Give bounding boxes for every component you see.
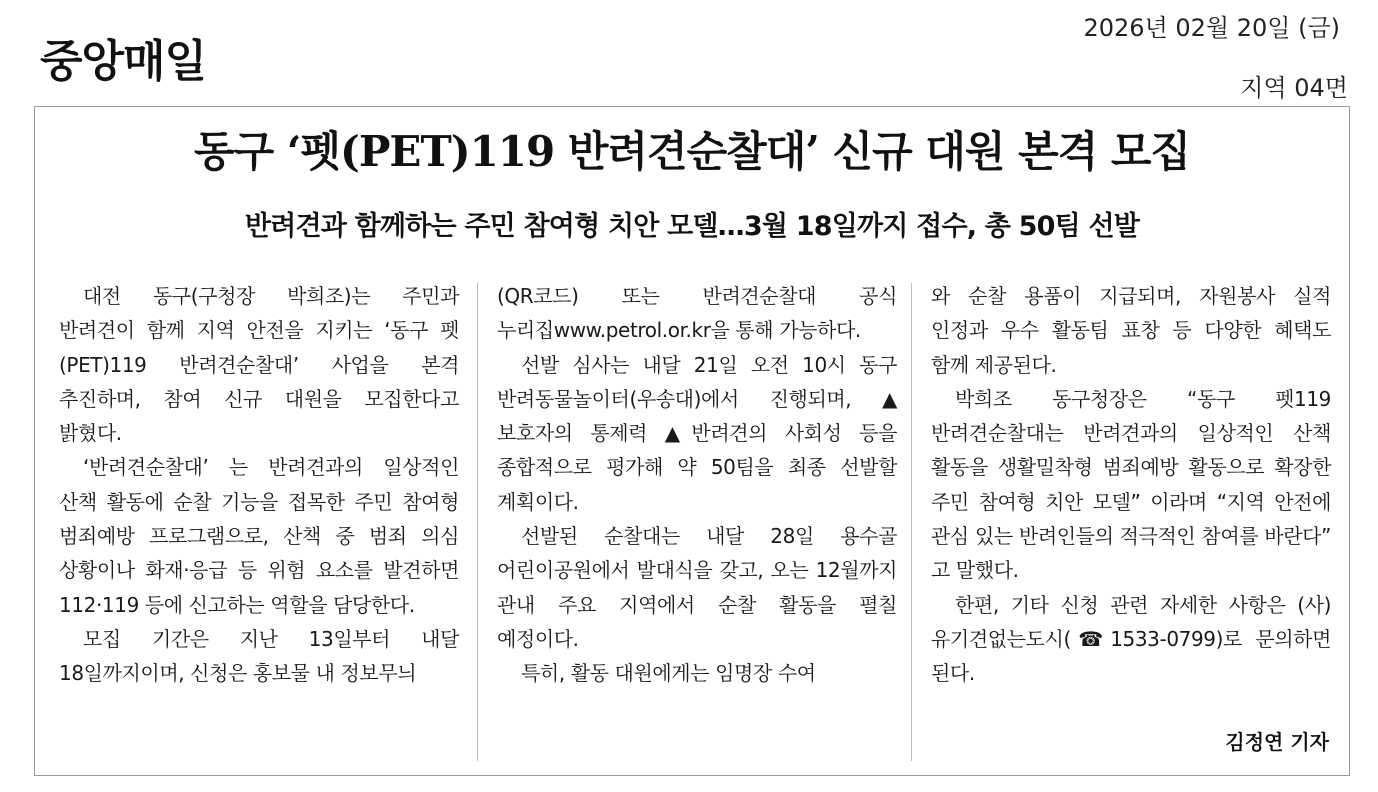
article-column-2 (497, 279, 897, 691)
newspaper-logo: 중앙매일 (40, 36, 207, 87)
article-body (35, 279, 1349, 769)
article-column-3 (931, 279, 1331, 691)
body-paragraph: 특히, 활동 대원에게는 임명장 수여 (521, 661, 816, 686)
body-paragraph: 한편, 기타 신청 관련 자세한 사항은 (사)유기견없는도시(☎1533-0799)로 문의하면 된다. (931, 592, 1331, 686)
column-divider (477, 283, 478, 761)
article-byline: 김정연 기자 (1225, 730, 1329, 754)
article-box (34, 106, 1350, 776)
column-divider (911, 283, 912, 761)
body-paragraph: ‘반려견순찰대’ 는 반려견과의 일상적인 산책 활동에 순찰 기능을 접목한 주민 참여형 범죄예방 프로그램으로, 산책 중 범죄 의심 상황이나 화재·응급 등 위험 요소를 발견하면 112·119 등에 신고하는 역할을 담당한다. (59, 455, 459, 617)
body-paragraph: 와 순찰 용품이 지급되며, 자원봉사 실적 인정과 우수 활동팀 표창 등 다양한 혜택도 함께 제공된다. (931, 284, 1331, 377)
body-paragraph: 대전 동구(구청장 박희조)는 주민과 반려견이 함께 지역 안전을 지키는 ‘동구 펫(PET)119 반려견순찰대’ 사업을 본격 추진하며, 참여 신규 대원을 모집한다고 밝혔다. (59, 284, 459, 446)
body-paragraph: 박희조 동구청장은 “동구 펫119 반려견순찰대는 반려견과의 일상적인 산책 활동을 생활밀착형 범죄예방 활동으로 확장한 주민 참여형 치안 모델” 이라며 “지역 안전에 관심 있는 반려인들의 적극적인 참여를 바란다” 고 말했다. (931, 386, 1331, 583)
body-paragraph: 선발된 순찰대는 내달 28일 용수골 어린이공원에서 발대식을 갖고, 오는 12월까지 관내 주요 지역에서 순찰 활동을 펼칠 예정이다. (497, 524, 897, 651)
body-paragraph: 모집 기간은 지난 13일부터 내달 18일까지이며, 신청은 홍보물 내 정보무늬 (59, 626, 459, 686)
article-column-1 (59, 279, 459, 691)
body-paragraph: 선발 심사는 내달 21일 오전 10시 동구 반려동물놀이터(우송대)에서 진행되며, ▲보호자의 통제력 ▲반려견의 사회성 등을 종합적으로 평가해 약 50팀을 최종 선발할 계획이다. (497, 352, 897, 514)
article-subheadline: 반려견과 함께하는 주민 참여형 치안 모델…3월 18일까지 접수, 총 50팀 선발 (244, 211, 1140, 242)
section-page-label: 지역 04면 (1240, 74, 1348, 102)
issue-date: 2026년 02월 20일 (금) (1083, 14, 1340, 42)
article-headline: 동구 ‘펫(PET)119 반려견순찰대’ 신규 대원 본격 모집 (194, 127, 1190, 176)
body-paragraph: (QR코드) 또는 반려견순찰대 공식 누리집www.petrol.or.kr을 통해 가능하다. (497, 284, 897, 343)
